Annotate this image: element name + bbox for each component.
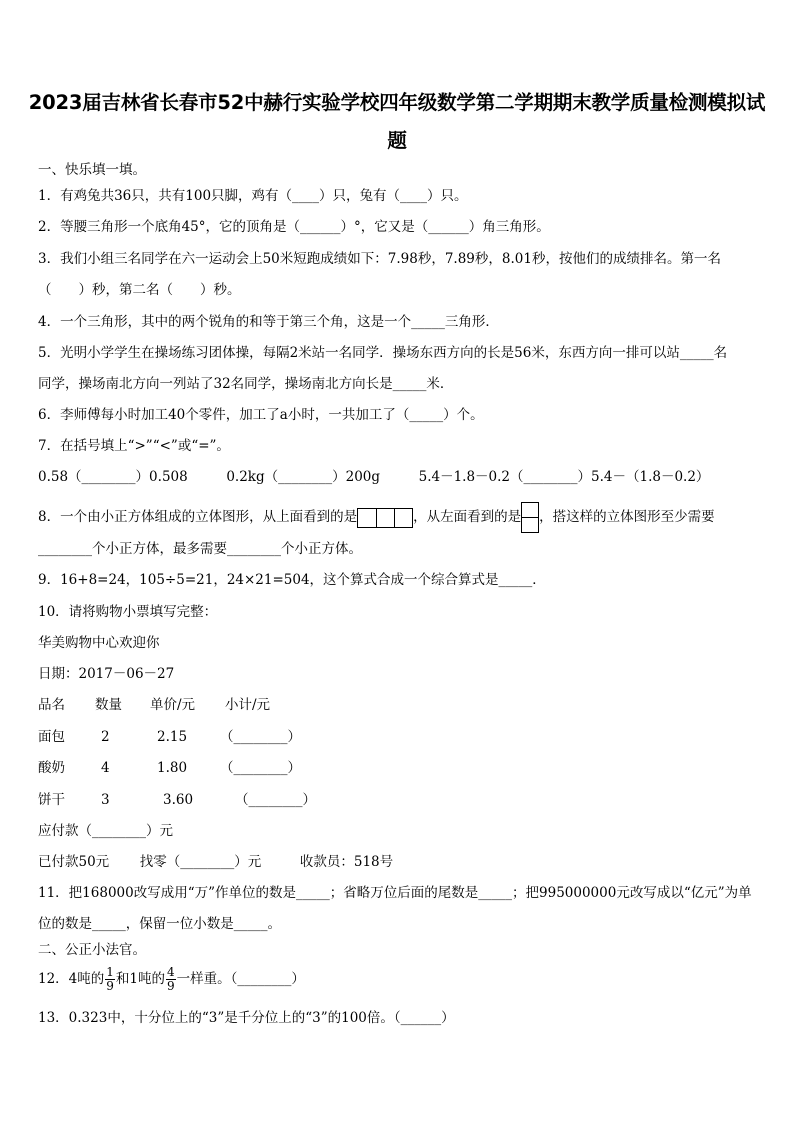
receipt-row-2-name: 酸奶 [38, 760, 65, 776]
question-12-text-a: 12．4吨的 [38, 971, 105, 987]
receipt-row-3-name: 饼干 [38, 792, 65, 808]
question-12-text-b: 和1吨的 [115, 971, 166, 987]
question-2: 2．等腰三角形一个底角45°，它的顶角是（______）°，它又是（______）角三角形。 [38, 219, 550, 235]
question-8-line-2: ________个小正方体，最多需要________个小正方体。 [38, 541, 362, 557]
receipt-row-2-subtotal: （________） [220, 760, 301, 776]
question-7-items [38, 467, 758, 487]
receipt-date: 日期：2017－06－27 [38, 666, 175, 682]
receipt-payment-line [38, 852, 758, 872]
question-12-text-c: 一样重。（________） [176, 971, 305, 987]
question-13: 13．0.323中，十分位上的“3”是千分位上的“3”的100倍。（______） [38, 1010, 455, 1026]
question-12 [38, 966, 758, 993]
receipt-header-subtotal: 小计/元 [225, 697, 271, 713]
section-heading-1: 一、快乐填一填。 [38, 162, 146, 178]
receipt-row-1-name: 面包 [38, 729, 65, 745]
question-8-text-a: 8．一个由小正方体组成的立体图形，从上面看到的是 [38, 509, 358, 525]
receipt-row-2-price: 1.80 [157, 760, 188, 776]
question-8-text-b: ，从左面看到的是 [413, 509, 522, 525]
left-view-figure [521, 502, 539, 533]
question-4: 4．一个三角形，其中的两个锐角的和等于第三个角，这是一个_____三角形． [38, 314, 499, 330]
receipt-row-3-price: 3.60 [163, 792, 194, 808]
compare-item-2: 0.2kg（________）200g [226, 469, 381, 485]
question-3-line-2: （ ）秒，第二名（ ）秒。 [38, 282, 241, 298]
receipt-row-1-price: 2.15 [157, 729, 188, 745]
fraction-one-ninth: $\frac{1}{9}$ [106, 965, 114, 993]
question-1: 1．有鸡兔共36只，共有100只脚，鸡有（____）只，兔有（____）只。 [38, 188, 468, 204]
question-10: 10．请将购物小票填写完整： [38, 604, 218, 620]
question-5-line-2: 同学，操场南北方向一列站了32名同学，操场南北方向长是_____米． [38, 376, 454, 392]
section-heading-2: 二、公正小法官。 [38, 942, 146, 958]
receipt-paid: 已付款50元 [38, 854, 110, 870]
fraction-four-ninths: $\frac{4}{9}$ [167, 965, 175, 993]
receipt-amount-due: 应付款（________）元 [38, 823, 173, 839]
receipt-row-3-subtotal: （________） [235, 792, 316, 808]
receipt-row-3-qty: 3 [101, 792, 110, 808]
receipt-header-name: 品名 [38, 697, 65, 713]
question-3-line-1: 3．我们小组三名同学在六一运动会上50米短跑成绩如下：7.98秒，7.89秒，8.01秒，按他们的成绩排名。第一名 [38, 251, 721, 267]
receipt-row-1-qty: 2 [101, 729, 110, 745]
receipt-row-2-qty: 4 [101, 760, 110, 776]
question-9: 9．16+8=24，105÷5=21，24×21=504，这个算式合成一个综合算式是_____． [38, 572, 546, 588]
question-7: 7．在括号填上“>”“<”或“=”。 [38, 438, 230, 454]
receipt-header-price: 单价/元 [150, 697, 196, 713]
receipt-header-qty: 数量 [95, 697, 122, 713]
receipt-change: 找零（________）元 [139, 854, 262, 870]
receipt-row-1-subtotal: （________） [220, 729, 301, 745]
receipt-store-name: 华美购物中心欢迎你 [38, 635, 160, 651]
receipt-cashier: 收款员：518号 [299, 854, 394, 870]
page-title: 2023届吉林省长春市52中赫行实验学校四年级数学第二学期期末教学质量检测模拟试题 [28, 91, 766, 152]
question-11-line-1: 11．把168000改写成用“万”作单位的数是_____；省略万位后面的尾数是_____；把995000000元改写成以“亿元”为单 [38, 885, 752, 901]
question-5-line-1: 5．光明小学学生在操场练习团体操，每隔2米站一名同学．操场东西方向的长是56米，东西方向一排可以站_____名 [38, 345, 728, 361]
question-8-line-1 [38, 502, 758, 533]
question-8-text-c: ，搭这样的立体图形至少需要 [539, 509, 715, 525]
top-view-figure [357, 508, 413, 528]
compare-item-3: 5.4－1.8－0.2（________）5.4－（1.8－0.2） [418, 469, 710, 485]
question-11-line-2: 位的数是_____，保留一位小数是_____。 [38, 916, 281, 932]
question-6: 6．李师傅每小时加工40个零件，加工了a小时，一共加工了（_____）个。 [38, 407, 484, 423]
compare-item-1: 0.58（________）0.508 [38, 469, 188, 485]
